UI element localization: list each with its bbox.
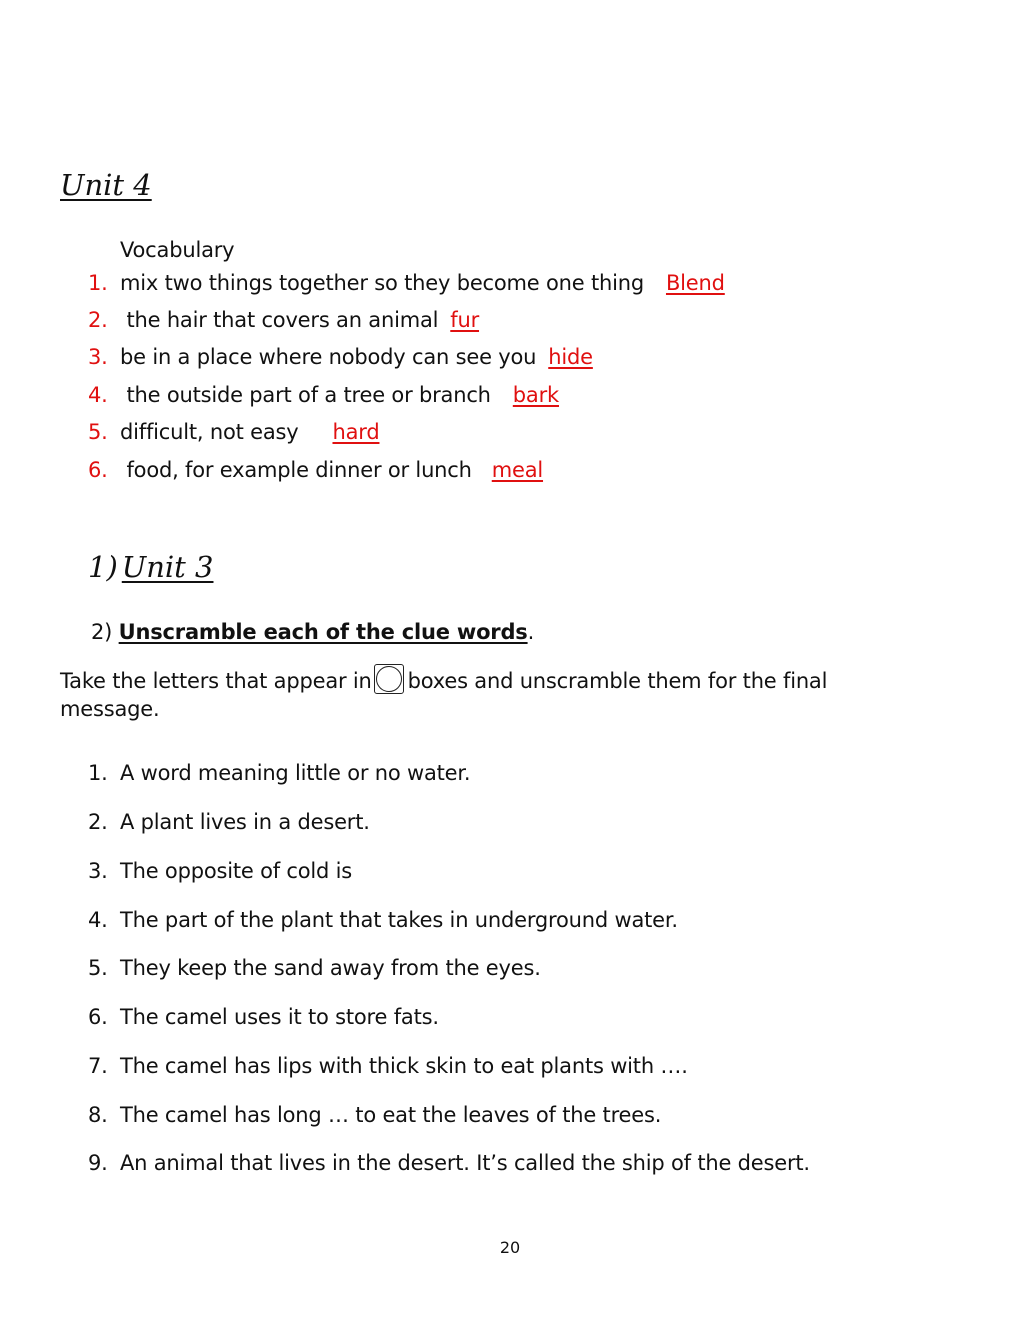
clue-text: The camel has lips with thick skin to eat plants with …. [120,1054,688,1078]
circle-box-icon [374,664,404,694]
clue-text: The opposite of cold is [120,859,353,883]
clue-item [88,1103,661,1127]
clue-number: 9. [88,1151,108,1175]
clue-number: 1. [88,761,108,785]
paragraph-part2: boxes and unscramble them for the final [407,669,828,693]
vocab-answer: bark [512,383,559,407]
instruction-paragraph-line1 [60,664,827,694]
clue-number: 5. [88,956,108,980]
vocab-answer: meal [491,458,544,482]
clue-number: 7. [88,1054,108,1078]
vocabulary-heading: Vocabulary [120,238,235,262]
clue-item [88,859,352,883]
clue-item [88,1005,439,1029]
vocab-answer: fur [450,308,480,332]
clue-item [88,1054,688,1078]
vocab-item [88,271,725,295]
vocab-number: 3. [88,345,108,369]
paragraph-part1: Take the letters that appear in [60,669,372,693]
clue-text: They keep the sand away from the eyes. [120,956,541,980]
vocab-item [88,420,379,444]
clue-item [88,1151,810,1175]
vocab-number: 6. [88,458,108,482]
clue-text: A word meaning little or no water. [120,761,471,785]
vocab-definition: difficult, not easy [120,420,299,444]
clue-text: The part of the plant that takes in underground water. [120,908,678,932]
clue-text: An animal that lives in the desert. It’s called the ship of the desert. [120,1151,810,1175]
clue-item [88,908,678,932]
clue-text: The camel has long … to eat the leaves of the trees. [120,1103,662,1127]
instruction-line [91,620,534,644]
vocab-definition: the outside part of a tree or branch [120,383,491,407]
page-number: 20 [499,1238,521,1257]
paragraph-part3: message. [60,697,160,721]
vocab-definition: be in a place where nobody can see you [120,345,537,369]
clue-item [88,761,470,785]
vocab-number: 2. [88,308,108,332]
vocab-definition: the hair that covers an animal [120,308,439,332]
vocab-definition: mix two things together so they become one thing [120,271,644,295]
vocab-item [88,308,479,332]
vocab-answer: hide [548,345,593,369]
clue-number: 4. [88,908,108,932]
vocab-item [88,458,543,482]
vocab-item [88,345,593,369]
unit-3-title: Unit 3 [121,550,214,584]
vocab-number: 5. [88,420,108,444]
clue-number: 8. [88,1103,108,1127]
clue-number: 3. [88,859,108,883]
unit-4-title: Unit 4 [60,168,152,202]
vocab-answer: hard [332,420,380,444]
clue-number: 6. [88,1005,108,1029]
vocab-definition: food, for example dinner or lunch [120,458,472,482]
vocab-item [88,383,559,407]
clue-number: 2. [88,810,108,834]
unit-3-heading [88,550,213,584]
instruction-text: Unscramble each of the clue words [118,620,528,644]
clue-text: The camel uses it to store fats. [120,1005,439,1029]
instruction-number: 2) [91,620,113,644]
section-number: 1) [88,550,118,584]
clue-item [88,810,370,834]
vocab-number: 1. [88,271,108,295]
vocab-answer: Blend [665,271,725,295]
vocab-number: 4. [88,383,108,407]
clue-item [88,956,541,980]
clue-text: A plant lives in a desert. [120,810,370,834]
instruction-period: . [527,620,535,644]
